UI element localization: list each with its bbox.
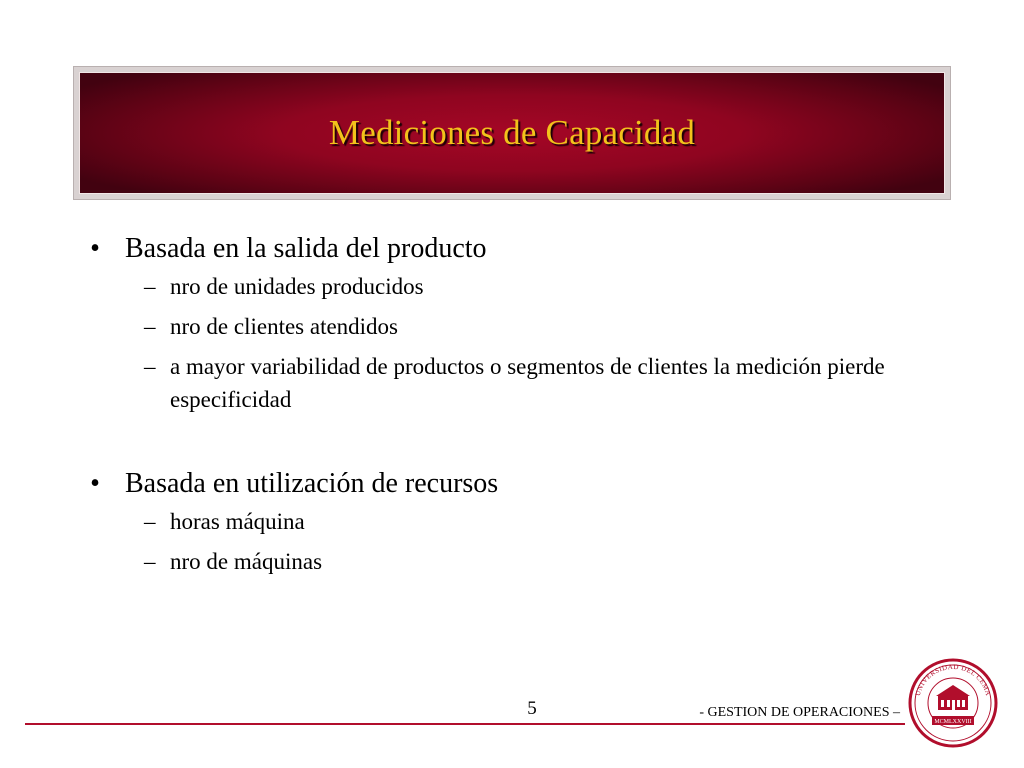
sub-bullet-text: nro de unidades producidos <box>170 274 424 299</box>
sub-bullet-item <box>84 350 914 416</box>
sub-bullet-text: horas máquina <box>170 509 305 534</box>
svg-text:UNIVERSIDAD DEL CEMA: UNIVERSIDAD DEL CEMA <box>913 662 993 697</box>
dash-icon: – <box>144 314 156 339</box>
footer-text: - GESTION DE OPERACIONES – <box>699 705 900 720</box>
page-number: 5 <box>527 698 537 719</box>
sub-bullet-text: nro de clientes atendidos <box>170 314 399 339</box>
bullet-item <box>84 228 914 270</box>
slide-content <box>84 228 914 585</box>
title-banner <box>79 72 945 194</box>
university-seal-icon <box>908 658 998 748</box>
sub-bullet-text: a mayor variabilidad de productos o segmentos de clientes la medición pierde especificidad <box>170 354 885 412</box>
dash-icon: – <box>144 509 156 534</box>
spacer <box>84 423 914 463</box>
sub-bullet-item <box>84 505 914 538</box>
sub-bullet-item <box>84 270 914 303</box>
bullet-text: Basada en la salida del producto <box>125 233 487 264</box>
footer-divider <box>25 723 905 725</box>
title-frame <box>73 66 951 200</box>
bullet-text: Basada en utilización de recursos <box>125 468 499 499</box>
bullet-item <box>84 463 914 505</box>
svg-text:MCMLXXVIII: MCMLXXVIII <box>934 719 972 725</box>
sub-bullet-text: nro de máquinas <box>170 549 323 574</box>
bullet-icon: • <box>90 233 100 264</box>
dash-icon: – <box>144 354 156 379</box>
dash-icon: – <box>144 274 156 299</box>
sub-bullet-item <box>84 545 914 578</box>
bullet-icon: • <box>90 468 100 499</box>
sub-bullet-item <box>84 310 914 343</box>
dash-icon: – <box>144 549 156 574</box>
slide-title: Mediciones de Capacidad <box>328 113 696 152</box>
